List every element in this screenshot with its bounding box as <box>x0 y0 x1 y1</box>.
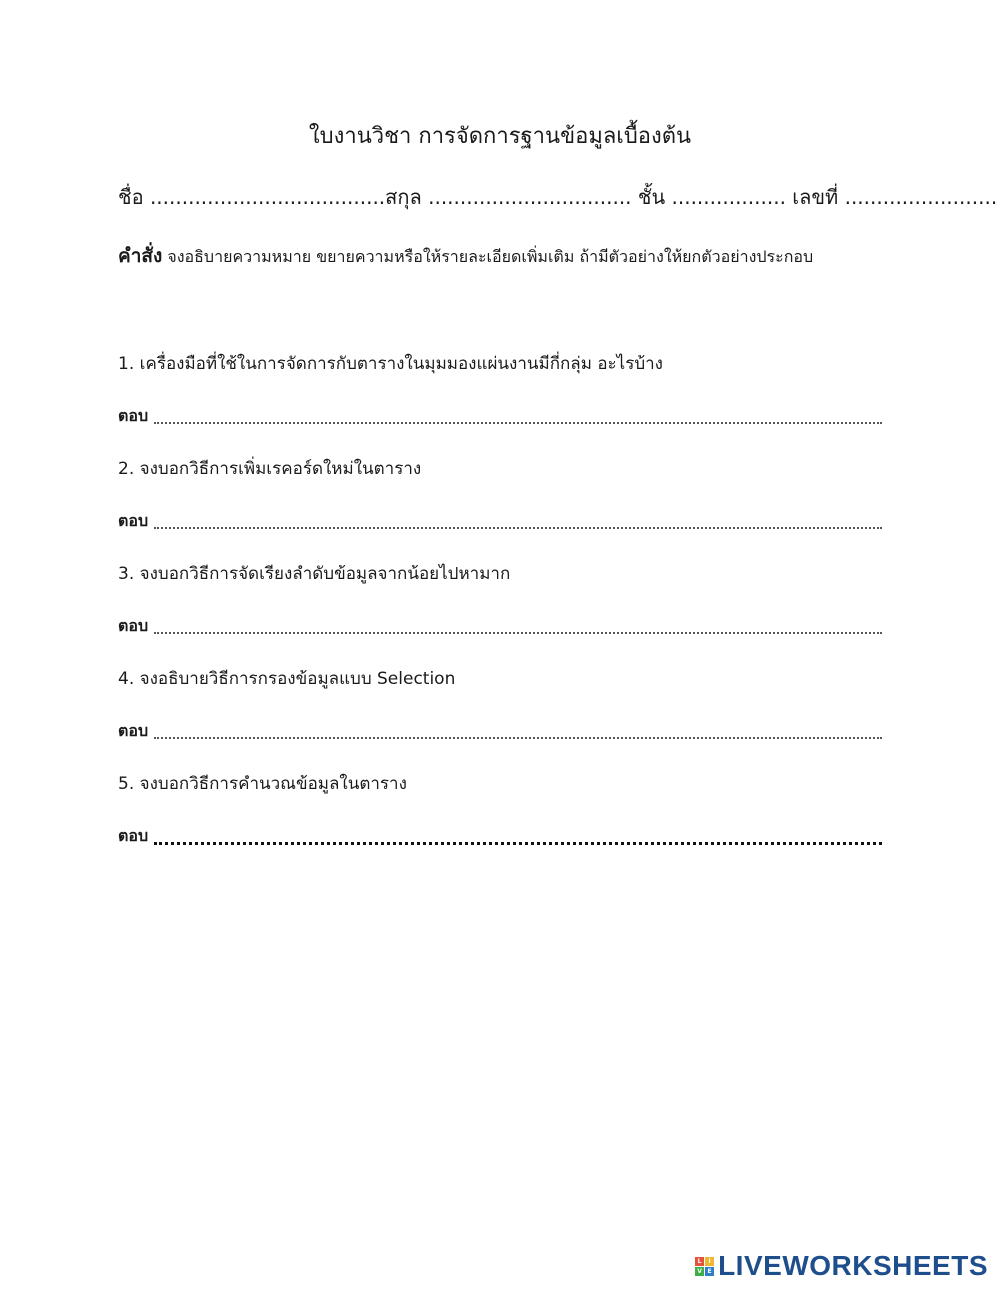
logo-block: V <box>695 1267 704 1276</box>
answer-line-4[interactable] <box>118 714 882 766</box>
answer-line-2[interactable] <box>118 504 882 556</box>
question-1 <box>118 347 882 399</box>
question-5 <box>118 767 882 819</box>
answer-line-1[interactable] <box>118 399 882 451</box>
answer-field[interactable] <box>154 819 882 853</box>
answer-field[interactable] <box>154 504 882 538</box>
instruction-text: จงอธิบายความหมาย ขยายความหรือให้รายละเอียดเพิ่มเติม ถ้ามีตัวอย่างให้ยกตัวอย่างประกอบ <box>167 247 814 266</box>
answer-label: ตอบ <box>118 511 149 530</box>
question-number: 4. <box>118 669 135 689</box>
question-item <box>118 452 882 557</box>
question-text: จงบอกวิธีการจัดเรียงลำดับข้อมูลจากน้อยไปหามาก <box>139 564 511 584</box>
answer-field[interactable] <box>154 609 882 643</box>
question-number: 5. <box>118 774 135 794</box>
question-list <box>118 347 882 872</box>
question-2 <box>118 452 882 504</box>
instruction-label: คำสั่ง <box>118 245 163 267</box>
question-number: 2. <box>118 459 135 479</box>
answer-line-3[interactable] <box>118 609 882 661</box>
answer-label: ตอบ <box>118 406 149 425</box>
logo-blocks-icon <box>695 1257 714 1276</box>
answer-field[interactable] <box>154 714 882 748</box>
answer-line-5[interactable] <box>118 819 882 871</box>
question-text: เครื่องมือที่ใช้ในการจัดการกับตารางในมุมมองแผ่นงานมีกี่กลุ่ม อะไรบ้าง <box>139 354 663 374</box>
question-item <box>118 557 882 662</box>
student-info-line: ชื่อ .....................................สกุล ................................ ชั้น .................. เลขที่ ........................ <box>118 185 998 209</box>
question-text: จงบอกวิธีการเพิ่มเรคอร์ดใหม่ในตาราง <box>139 459 422 479</box>
answer-label: ตอบ <box>118 721 149 740</box>
answer-label: ตอบ <box>118 826 149 845</box>
question-number: 3. <box>118 564 135 584</box>
logo-block: E <box>705 1267 714 1276</box>
logo-block: L <box>695 1257 704 1266</box>
logo-block: I <box>705 1257 714 1266</box>
question-number: 1. <box>118 354 135 374</box>
instruction <box>118 241 888 272</box>
liveworksheets-logo <box>695 1250 988 1282</box>
answer-label: ตอบ <box>118 616 149 635</box>
logo-text: LIVEWORKSHEETS <box>718 1250 988 1281</box>
question-text: จงอธิบายวิธีการกรองข้อมูลแบบ Selection <box>139 669 456 689</box>
question-item <box>118 662 882 767</box>
question-4 <box>118 662 882 714</box>
question-3 <box>118 557 882 609</box>
question-item <box>118 767 882 872</box>
question-item <box>118 347 882 452</box>
question-text: จงบอกวิธีการคำนวณข้อมูลในตาราง <box>139 774 407 794</box>
worksheet-title: ใบงานวิชา การจัดการฐานข้อมูลเบื้องต้น <box>308 124 692 149</box>
answer-field[interactable] <box>154 399 882 433</box>
